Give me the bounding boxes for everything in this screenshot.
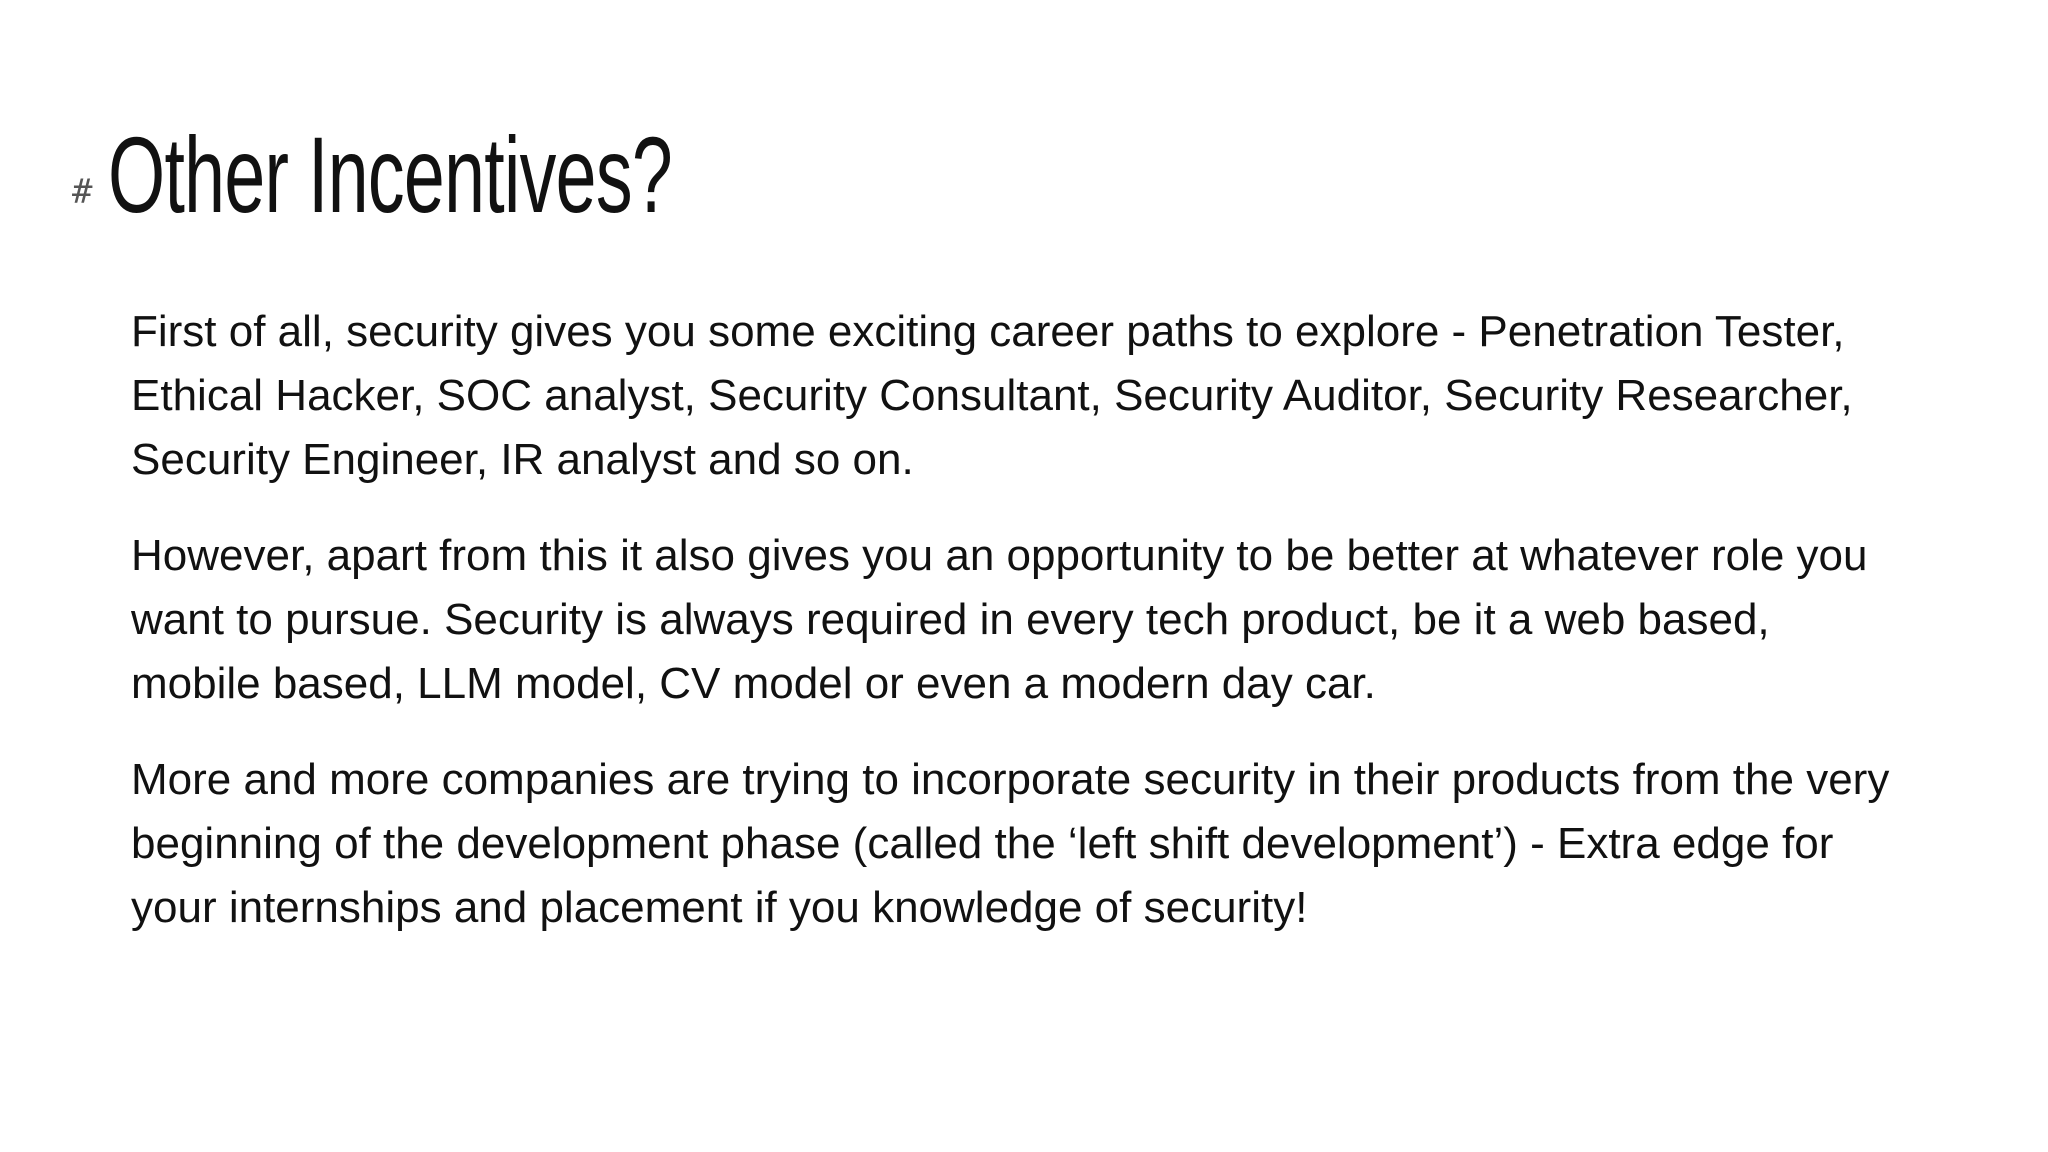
title-row — [72, 114, 938, 235]
slide-title: Other Incentives? — [108, 114, 673, 235]
heading-anchor-marker: # — [72, 172, 93, 213]
paragraph-career-paths: First of all, security gives you some exciting career paths to explore - Penetration Tester, Ethical Hacker, SOC analyst, Security Consultant, Security Auditor, Security Researcher, Security Engineer, IR analyst and so on. — [131, 307, 1853, 484]
slide-body — [131, 300, 1911, 972]
paragraph-left-shift: More and more companies are trying to incorporate security in their products from the very beginning of the development phase (called the ‘left shift development’) - Extra edge for your internships and placement if you knowledge of security! — [131, 755, 1890, 932]
paragraph-better-role: However, apart from this it also gives you an opportunity to be better at whatever role you want to pursue. Security is always required in every tech product, be it a web based, mobile based, LLM model, CV model or even a modern day car. — [131, 531, 1868, 708]
